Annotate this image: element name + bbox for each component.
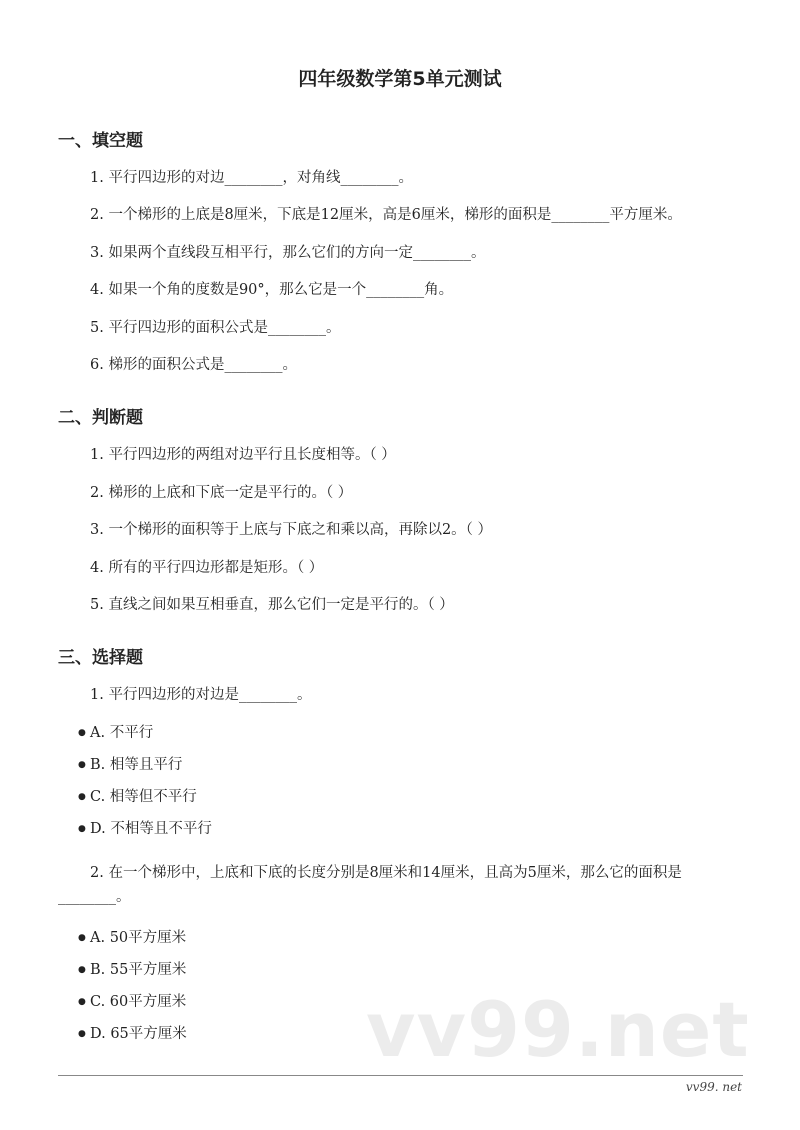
choice-q2-option-a: ● A. 50平方厘米 [78,930,187,946]
judge-question-3: 3. 一个梯形的面积等于上底与下底之和乘以高，再除以2。（ ） [90,522,493,538]
judge-question-2: 2. 梯形的上底和下底一定是平行的。（ ） [90,485,353,501]
footer-divider [58,1075,743,1076]
bullet-icon: ● [78,965,86,975]
bullet-icon: ● [78,760,86,770]
choice-q1-option-b: ● B. 相等且平行 [78,757,183,773]
bullet-icon: ● [78,824,86,834]
fill-question-6: 6. 梯形的面积公式是________。 [90,357,297,373]
footer-site: vv99. net [685,1080,742,1094]
bullet-icon: ● [78,933,86,943]
judge-question-4: 4. 所有的平行四边形都是矩形。（ ） [90,560,324,576]
choice-question-2: 2. 在一个梯形中，上底和下底的长度分别是8厘米和14厘米，且高为5厘米，那么它的面积是________。 [58,865,682,905]
section-heading-judge: 二、判断题 [58,408,143,428]
section-heading-choice: 三、选择题 [58,648,143,668]
section-heading-fill: 一、填空题 [58,131,143,151]
page-title: 四年级数学第5单元测试 [298,68,502,90]
watermark: vv99.net [366,985,750,1074]
bullet-icon: ● [78,728,86,738]
choice-q2-option-c: ● C. 60平方厘米 [78,994,187,1010]
choice-q2-option-d: ● D. 65平方厘米 [78,1026,187,1042]
choice-q2-option-b: ● B. 55平方厘米 [78,962,187,978]
fill-question-5: 5. 平行四边形的面积公式是________。 [90,320,341,336]
judge-question-5: 5. 直线之间如果互相垂直，那么它们一定是平行的。（ ） [90,597,454,613]
bullet-icon: ● [78,997,86,1007]
fill-question-3: 3. 如果两个直线段互相平行，那么它们的方向一定________。 [90,245,486,261]
choice-q1-option-a: ● A. 不平行 [78,725,154,741]
bullet-icon: ● [78,792,86,802]
fill-question-4: 4. 如果一个角的度数是90°，那么它是一个________角。 [90,282,454,298]
choice-q1-option-c: ● C. 相等但不平行 [78,789,197,805]
fill-question-1: 1. 平行四边形的对边________，对角线________。 [90,170,413,186]
fill-question-2: 2. 一个梯形的上底是8厘米，下底是12厘米，高是6厘米，梯形的面积是________平方厘米。 [90,207,682,223]
choice-question-1: 1. 平行四边形的对边是________。 [90,687,312,703]
bullet-icon: ● [78,1029,86,1039]
choice-q1-option-d: ● D. 不相等且不平行 [78,821,212,837]
judge-question-1: 1. 平行四边形的两组对边平行且长度相等。（ ） [90,447,396,463]
